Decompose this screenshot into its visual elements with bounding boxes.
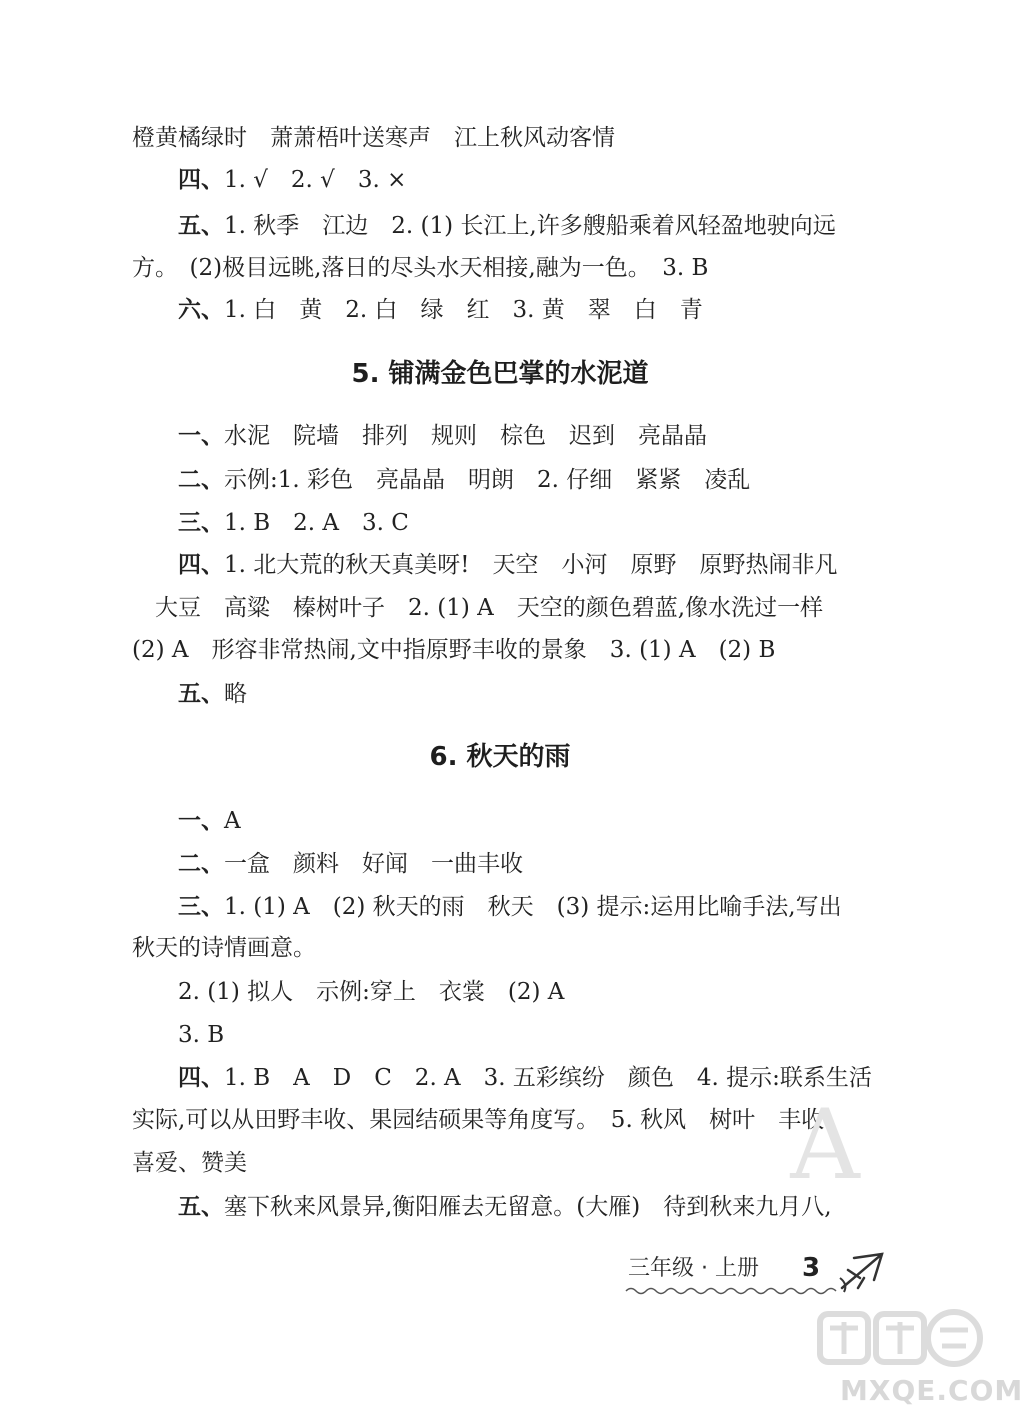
text-line: 三、1. (1) A (2) 秋天的雨 秋天 (3) 提示:运用比喻手法,写出 <box>178 893 842 920</box>
text-line: 大豆 高粱 榛树叶子 2. (1) A 天空的颜色碧蓝,像水洗过一样 <box>155 595 824 621</box>
paper-plane-icon <box>836 1248 888 1294</box>
text-line: 2. (1) 拟人 示例:穿上 衣裳 (2) A <box>178 979 565 1005</box>
text-line: 一、水泥 院墙 排列 规则 棕色 迟到 亮晶晶 <box>178 422 707 449</box>
text-line: 四、1. 北大荒的秋天真美呀! 天空 小河 原野 原野热闹非凡 <box>178 551 838 578</box>
footer-grade-label: 三年级 · 上册 <box>628 1256 759 1281</box>
text-line: 二、一盒 颜料 好闻 一曲丰收 <box>178 850 523 877</box>
text-line: 五、1. 秋季 江边 2. (1) 长江上,许多艘船乘着风轻盈地驶向远 <box>178 212 836 239</box>
text-line: 四、1. √ 2. √ 3. × <box>178 166 407 193</box>
watermark-text: MXQE.COM <box>840 1374 1023 1407</box>
section-heading-5: 5. 铺满金色巴掌的水泥道 <box>351 359 649 389</box>
text-line: 一、A <box>178 807 241 834</box>
text-line: 六、1. 白 黄 2. 白 绿 红 3. 黄 翠 白 青 <box>178 296 703 323</box>
text-line: 秋天的诗情画意。 <box>132 935 316 961</box>
text-line: 五、略 <box>178 680 247 707</box>
watermark-logo-icon <box>816 1304 986 1372</box>
text-line: 三、1. B 2. A 3. C <box>178 509 409 536</box>
wavy-underline-icon <box>626 1286 836 1296</box>
text-line: 四、1. B A D C 2. A 3. 五彩缤纷 颜色 4. 提示:联系生活 <box>178 1064 872 1091</box>
text-line: 方。 (2)极目远眺,落日的尽头水天相接,融为一色。 3. B <box>132 255 709 281</box>
section-heading-6: 6. 秋天的雨 <box>429 742 571 772</box>
text-line: 二、示例:1. 彩色 亮晶晶 明朗 2. 仔细 紧紧 凌乱 <box>178 466 751 493</box>
text-line: 实际,可以从田野丰收、果园结硕果等角度写。 5. 秋风 树叶 丰收 <box>132 1107 825 1133</box>
text-line: 橙黄橘绿时 萧萧梧叶送寒声 江上秋风动客情 <box>132 125 615 151</box>
page-number: 3 <box>802 1253 821 1283</box>
decorative-letter-icon: A <box>790 1089 860 1201</box>
text-line: 3. B <box>178 1022 225 1048</box>
text-line: 五、塞下秋来风景异,衡阳雁去无留意。(大雁) 待到秋来九月八, <box>178 1193 832 1220</box>
text-line: (2) A 形容非常热闹,文中指原野丰收的景象 3. (1) A (2) B <box>132 637 776 663</box>
text-line: 喜爱、赞美 <box>132 1150 247 1176</box>
